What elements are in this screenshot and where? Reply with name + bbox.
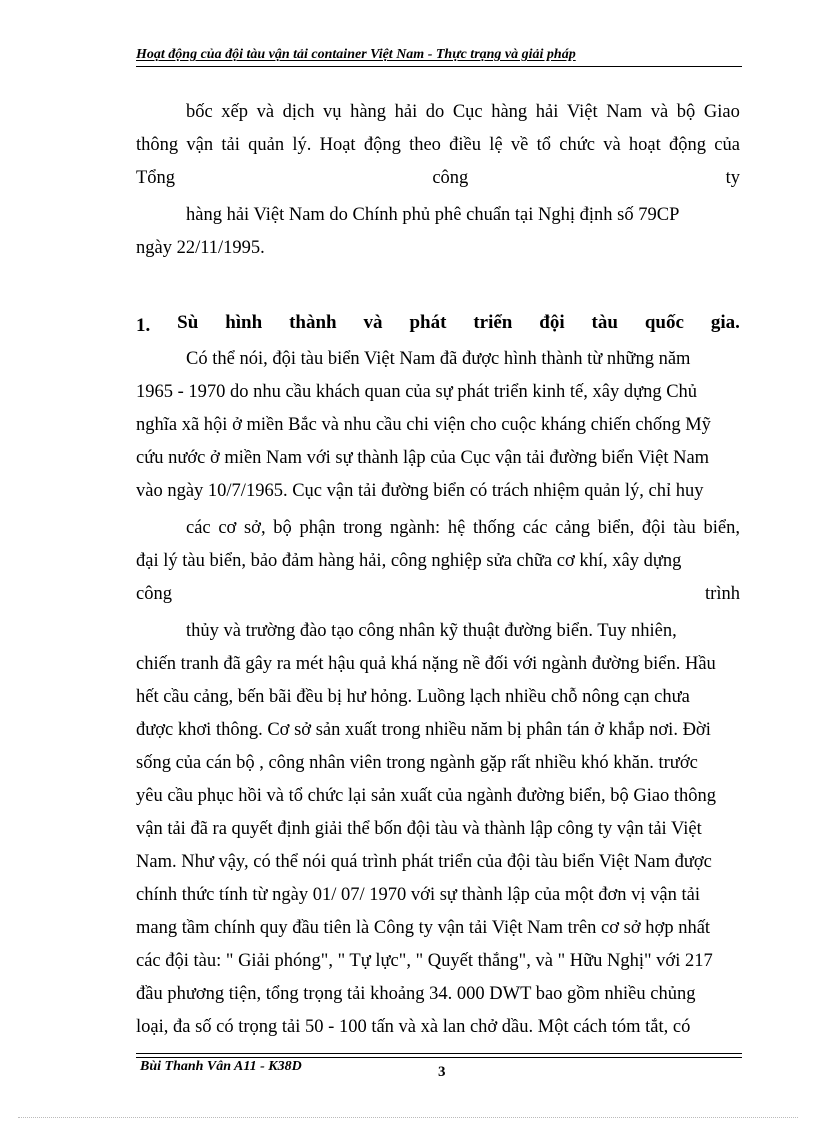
text-line: bốc xếp và dịch vụ hàng hải do Cục hàng hải Việt Nam và bộ Giao: [186, 102, 740, 122]
heading-word: hình: [225, 312, 263, 333]
word: công: [136, 584, 172, 604]
text-line: thông vận tải quản lý. Hoạt động theo điều lệ về tổ chức và hoạt động của: [136, 135, 740, 155]
text-line: chiến tranh đã gây ra mét hậu quả khá nặng nề đối với ngành đường biển. Hầu: [136, 654, 716, 674]
text-line: cứu nước ở miền Nam với sự thành lập của Cục vận tải đường biển Việt Nam: [136, 448, 710, 468]
text-line: các đội tàu: " Giải phóng", " Tự lực", " Quyết thắng", và " Hữu Nghị" với 217: [136, 951, 713, 971]
heading-word: tàu: [591, 312, 618, 333]
page-number: 3: [438, 1064, 446, 1080]
text-line: 1965 - 1970 do nhu cầu khách quan của sự phát triển kinh tế, xây dựng Chủ: [136, 382, 698, 402]
word: công: [432, 168, 469, 188]
word: Tổng: [136, 168, 176, 188]
heading-word: và: [363, 312, 383, 333]
text-line: vận tải đã ra quyết định giải thể bốn đội tàu và thành lập công ty vận tải Việt: [136, 819, 702, 839]
text-line: được khơi thông. Cơ sở sản xuất trong nhiều năm bị phân tán ở khắp nơi. Đời: [136, 720, 711, 740]
running-header: Hoạt động của đội tàu vận tải container Việt Nam - Thực trạng và giải pháp: [136, 47, 576, 62]
heading-word: Sù: [177, 312, 199, 333]
text-line: ngày 22/11/1995.: [136, 238, 265, 258]
text-line: mang tầm chính quy đầu tiên là Công ty vận tải Việt Nam trên cơ sở hợp nhất: [136, 918, 711, 938]
text-line-spread: [136, 167, 740, 189]
text-line: đại lý tàu biển, bảo đảm hàng hải, công nghiệp sửa chữa cơ khí, xây dựng: [136, 551, 682, 571]
word: trình: [705, 584, 740, 604]
text-line: Có thể nói, đội tàu biển Việt Nam đã được hình thành từ những năm: [186, 349, 691, 369]
word: ty: [725, 168, 740, 188]
text-line: loại, đa số có trọng tải 50 - 100 tấn và xà lan chở dầu. Một cách tóm tắt, có: [136, 1017, 691, 1037]
heading-word: triển: [473, 312, 513, 333]
heading-word: đội: [539, 312, 565, 333]
text-line: sống của cán bộ , công nhân viên trong ngành gặp rất nhiều khó khăn. trước: [136, 753, 698, 773]
text-line: đầu phương tiện, tổng trọng tải khoảng 34. 000 DWT bao gồm nhiều chủng: [136, 984, 696, 1004]
text-line: thủy và trường đào tạo công nhân kỹ thuật đường biển. Tuy nhiên,: [186, 621, 677, 641]
text-line: Nam. Như vậy, có thể nói quá trình phát triển của đội tàu biển Việt Nam được: [136, 852, 712, 872]
header-rule: [136, 66, 742, 67]
text-line: chính thức tính từ ngày 01/ 07/ 1970 với sự thành lập của một đơn vị vận tải: [136, 885, 700, 905]
footer-rule: [136, 1057, 742, 1058]
text-line: các cơ sở, bộ phận trong ngành: hệ thống các cảng biển, đội tàu biển,: [186, 518, 740, 538]
text-line: yêu cầu phục hồi và tổ chức lại sản xuất của ngành đường biển, bộ Giao thông: [136, 786, 717, 806]
text-line: hàng hải Việt Nam do Chính phủ phê chuẩn tại Nghị định số 79CP: [186, 205, 680, 225]
page-edge: [18, 1117, 798, 1118]
heading-word: thành: [289, 312, 337, 333]
footer-author: Bùi Thanh Vân A11 - K38D: [140, 1059, 302, 1074]
heading-word: quốc: [644, 312, 684, 333]
section-heading: [136, 311, 740, 335]
section-number: 1.: [136, 315, 151, 336]
text-line: vào ngày 10/7/1965. Cục vận tải đường biển có trách nhiệm quản lý, chỉ huy: [136, 481, 704, 501]
heading-word: gia.: [710, 312, 740, 333]
footer-rule: [136, 1053, 742, 1054]
text-line: hết cầu cảng, bến bãi đều bị hư hỏng. Luồng lạch nhiều chỗ nông cạn chưa: [136, 687, 690, 707]
text-line-spread: [136, 583, 740, 605]
text-line: nghĩa xã hội ở miền Bắc và nhu cầu chi viện cho cuộc kháng chiến chống Mỹ: [136, 415, 711, 435]
heading-word: phát: [409, 312, 447, 333]
